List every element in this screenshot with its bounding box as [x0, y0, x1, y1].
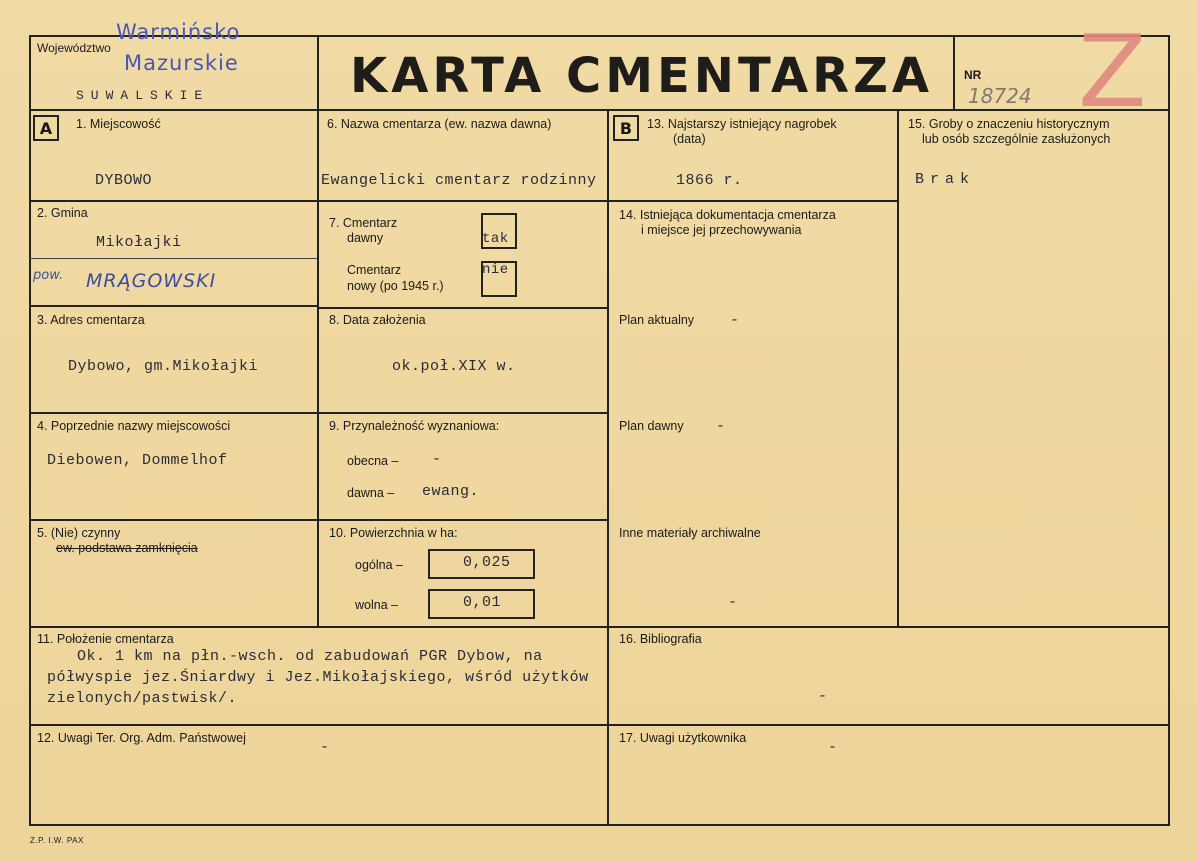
bottom-row-divider — [29, 724, 1170, 726]
divider-b2 — [319, 307, 609, 309]
field-16-value: - — [818, 688, 828, 705]
field-13-label-2: (data) — [673, 132, 706, 146]
plan-old-value: - — [716, 418, 726, 435]
field-17-label: 17. Uwagi użytkownika — [619, 731, 747, 745]
divider-a1 — [29, 200, 319, 202]
field-13-label-1: 13. Najstarszy istniejący nagrobek — [647, 117, 837, 131]
field-11-line-1: Ok. 1 km na płn.-wsch. od zabudowań PGR Dybow, na — [77, 648, 543, 665]
field-10-total-label: ogólna – — [355, 558, 403, 572]
field-10-free-label: wolna – — [355, 598, 399, 612]
other-materials-label: Inne materiały archiwalne — [619, 526, 761, 540]
field-9-past-label: dawna – — [347, 486, 395, 500]
field-11-line-3: zielonych/pastwisk/. — [47, 690, 238, 707]
field-4-label: 4. Poprzednie nazwy miejscowości — [37, 419, 231, 433]
field-7-new-label-1: Cmentarz — [347, 263, 402, 277]
field-7-old-value: tak — [482, 231, 509, 247]
field-1-label: 1. Miejscowość — [76, 117, 161, 131]
field-15-label-2: lub osób szczególnie zasłużonych — [922, 132, 1111, 146]
field-10-total-value: 0,025 — [463, 554, 511, 571]
field-17-value: - — [828, 739, 838, 756]
stamp-line-2: Mazurskie — [124, 51, 239, 75]
field-14-label-2: i miejsce jej przechowywania — [641, 223, 802, 237]
stamp-line-1: Warmińsko — [116, 20, 241, 44]
field-8-value: ok.poł.XIX w. — [392, 358, 516, 375]
vline-col2 — [607, 109, 609, 825]
corner-red-mark: Z — [1078, 13, 1147, 130]
field-1-value: DYBOWO — [95, 172, 153, 189]
vline-col3 — [897, 109, 899, 626]
printer-mark: Z.P. I.W. PAX — [30, 836, 84, 845]
lower-divider — [29, 626, 1170, 628]
field-7-old-label-2: dawny — [347, 231, 384, 245]
plan-current-label: Plan aktualny — [619, 313, 695, 327]
divider-b3 — [319, 412, 609, 414]
nr-label: NR — [964, 68, 982, 82]
section-b-badge: B — [613, 115, 639, 141]
field-6-label: 6. Nazwa cmentarza (ew. nazwa dawna) — [327, 117, 552, 131]
old-voivodeship: SUWALSKIE — [76, 88, 210, 103]
field-11-line-2: półwyspie jez.Śniardwy i Jez.Mikołajskiego, wśród użytków — [47, 669, 589, 686]
header-vline-2 — [953, 35, 955, 109]
field-2-value: Mikołajki — [96, 234, 182, 251]
field-4-value: Diebowen, Dommelhof — [47, 452, 228, 469]
field-2-pow-prefix: pow. — [33, 268, 64, 283]
nr-value: 18724 — [968, 84, 1032, 108]
field-7-new-value: nie — [482, 262, 509, 278]
divider-a3 — [29, 412, 319, 414]
field-6-value: Ewangelicki cmentarz rodzinny — [321, 172, 597, 189]
divider-a4 — [29, 519, 319, 521]
header-divider — [29, 109, 1170, 111]
field-10-free-value: 0,01 — [463, 594, 502, 611]
header-vline-1 — [317, 35, 319, 109]
field-3-value: Dybowo, gm.Mikołajki — [68, 358, 259, 375]
field-16-label: 16. Bibliografia — [619, 632, 702, 646]
field-5-sub: ew. podstawa zamknięcia — [56, 541, 198, 555]
field-12-value: - — [320, 739, 330, 756]
other-materials-value: - — [728, 594, 738, 611]
field-10-label: 10. Powierzchnia w ha: — [329, 526, 458, 540]
field-13-value: 1866 r. — [676, 172, 743, 189]
field-9-current-label: obecna – — [347, 454, 399, 468]
field-8-label: 8. Data założenia — [329, 313, 426, 327]
field-2-label: 2. Gmina — [37, 206, 88, 220]
field-9-current-value: - — [432, 451, 442, 468]
divider-b1 — [319, 200, 609, 202]
divider-a2 — [29, 305, 319, 307]
field-3-label: 3. Adres cmentarza — [37, 313, 145, 327]
section-a-badge: A — [33, 115, 59, 141]
divider-c1 — [609, 200, 899, 202]
field-7-new-label-2: nowy (po 1945 r.) — [347, 279, 444, 293]
field-14-label-1: 14. Istniejąca dokumentacja cmentarza — [619, 208, 836, 222]
vline-col1 — [317, 109, 319, 626]
field-9-past-value: ewang. — [422, 483, 480, 500]
field-15-label-1: 15. Groby o znaczeniu historycznym — [908, 117, 1110, 131]
gmina-divider — [29, 258, 319, 259]
divider-b4 — [319, 519, 609, 521]
field-5-label: 5. (Nie) czynny — [37, 526, 121, 540]
card-title: KARTA CMENTARZA — [350, 48, 934, 104]
plan-old-label: Plan dawny — [619, 419, 684, 433]
voivodeship-label: Województwo — [37, 41, 111, 55]
field-15-value: Brak — [915, 171, 976, 188]
field-12-label: 12. Uwagi Ter. Org. Adm. Państwowej — [37, 731, 246, 745]
field-9-label: 9. Przynależność wyznaniowa: — [329, 419, 500, 433]
field-7-old-label-1: 7. Cmentarz — [329, 216, 398, 230]
field-11-label: 11. Położenie cmentarza — [37, 632, 174, 646]
field-2-pow-value: MRĄGOWSKI — [86, 270, 217, 292]
plan-current-value: - — [730, 312, 740, 329]
